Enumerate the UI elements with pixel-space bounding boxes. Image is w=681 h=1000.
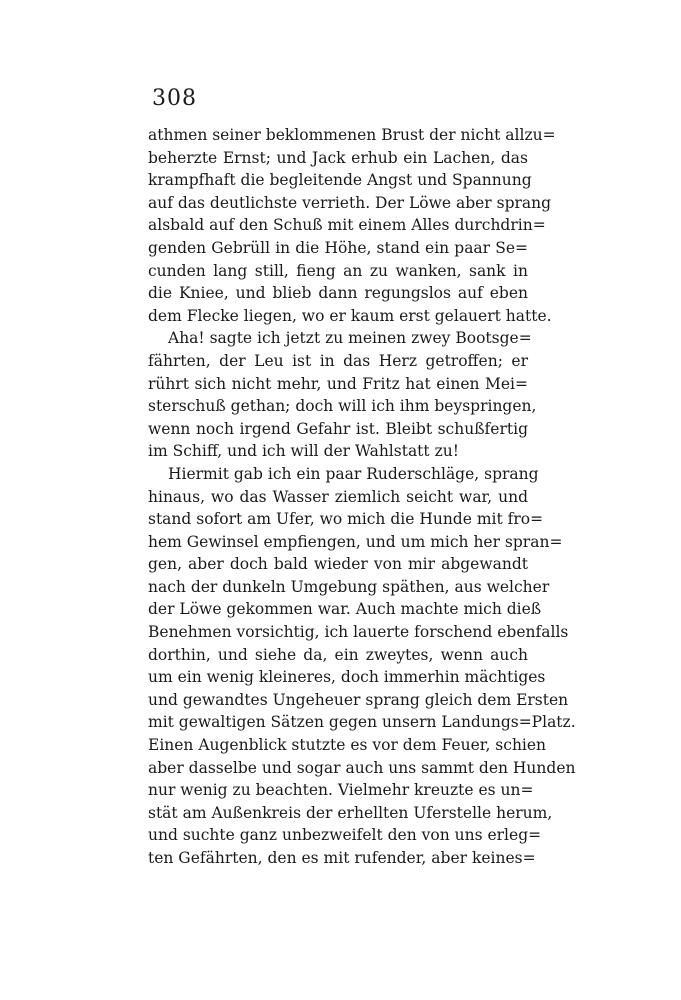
text-line: athmen seiner beklommenen Brust der nicht allzu=: [148, 126, 556, 144]
text-line: die Kniee, und blieb dann regungslos auf eben: [148, 284, 528, 303]
text-line: nach der dunkeln Umgebung späthen, aus welcher: [148, 577, 550, 596]
body-text: [148, 124, 576, 870]
text-line: fährten, der Leu ist in das Herz getroffen; er: [148, 351, 528, 370]
text-line: wenn noch irgend Gefahr ist. Bleibt schußfertig: [148, 419, 528, 438]
text-line: stät am Außenkreis der erhellten Uferstelle herum,: [148, 803, 553, 822]
text-line: im Schiff, und ich will der Wahlstatt zu!: [148, 442, 459, 461]
text-line: mit gewaltigen Sätzen gegen unsern Landungs=Platz.: [148, 713, 576, 732]
text-line: genden Gebrüll in die Höhe, stand ein paar Se=: [148, 238, 528, 257]
text-line: hem Gewinsel empfiengen, und um mich her spran=: [148, 532, 563, 551]
text-line: Benehmen vorsichtig, ich lauerte forschend ebenfalls: [148, 623, 569, 642]
text-line: Aha! sagte ich jetzt zu meinen zwey Bootsge=: [168, 329, 532, 348]
text-line: Einen Augenblick stutzte es vor dem Feuer, schien: [148, 736, 547, 755]
text-line: sterschuß gethan; doch will ich ihm beyspringen,: [148, 397, 537, 416]
text-line: krampfhaft die begleitende Angst und Spannung: [148, 171, 532, 190]
text-line: gen, aber doch bald wieder von mir abgewandt: [148, 555, 528, 574]
text-line: und suchte ganz unbezweifelt den von uns erleg=: [148, 826, 542, 845]
text-line: dorthin, und siehe da, ein zweytes, wenn auch: [148, 645, 528, 664]
text-line: ten Gefährten, den es mit rufender, aber keines=: [148, 849, 536, 867]
text-line: und gewandtes Ungeheuer sprang gleich dem Ersten: [148, 690, 569, 709]
text-line: rührt sich nicht mehr, und Fritz hat einen Mei=: [148, 374, 528, 393]
text-line: beherzte Ernst; und Jack erhub ein Lachen, das: [148, 148, 528, 167]
text-line: hinaus, wo das Wasser ziemlich seicht war, und: [148, 487, 528, 506]
text-line: Hiermit gab ich ein paar Ruderschläge, sprang: [168, 464, 539, 483]
text-line: nur wenig zu beachten. Vielmehr kreuzte es un=: [148, 781, 534, 800]
page-number: 308: [152, 86, 197, 111]
text-line: um ein wenig kleineres, doch immerhin mächtiges: [148, 668, 546, 687]
text-line: dem Flecke liegen, wo er kaum erst gelauert hatte.: [148, 306, 552, 325]
text-line: auf das deutlichste verrieth. Der Löwe aber sprang: [148, 193, 552, 212]
text-line: stand sofort am Ufer, wo mich die Hunde mit fro=: [148, 510, 544, 529]
text-line: alsbald auf den Schuß mit einem Alles durchdrin=: [148, 216, 546, 235]
text-line: aber dasselbe und sogar auch uns sammt den Hunden: [148, 758, 576, 777]
text-line: cunden lang still, fieng an zu wanken, sank in: [148, 261, 528, 280]
text-line: der Löwe gekommen war. Auch machte mich dieß: [148, 600, 542, 619]
